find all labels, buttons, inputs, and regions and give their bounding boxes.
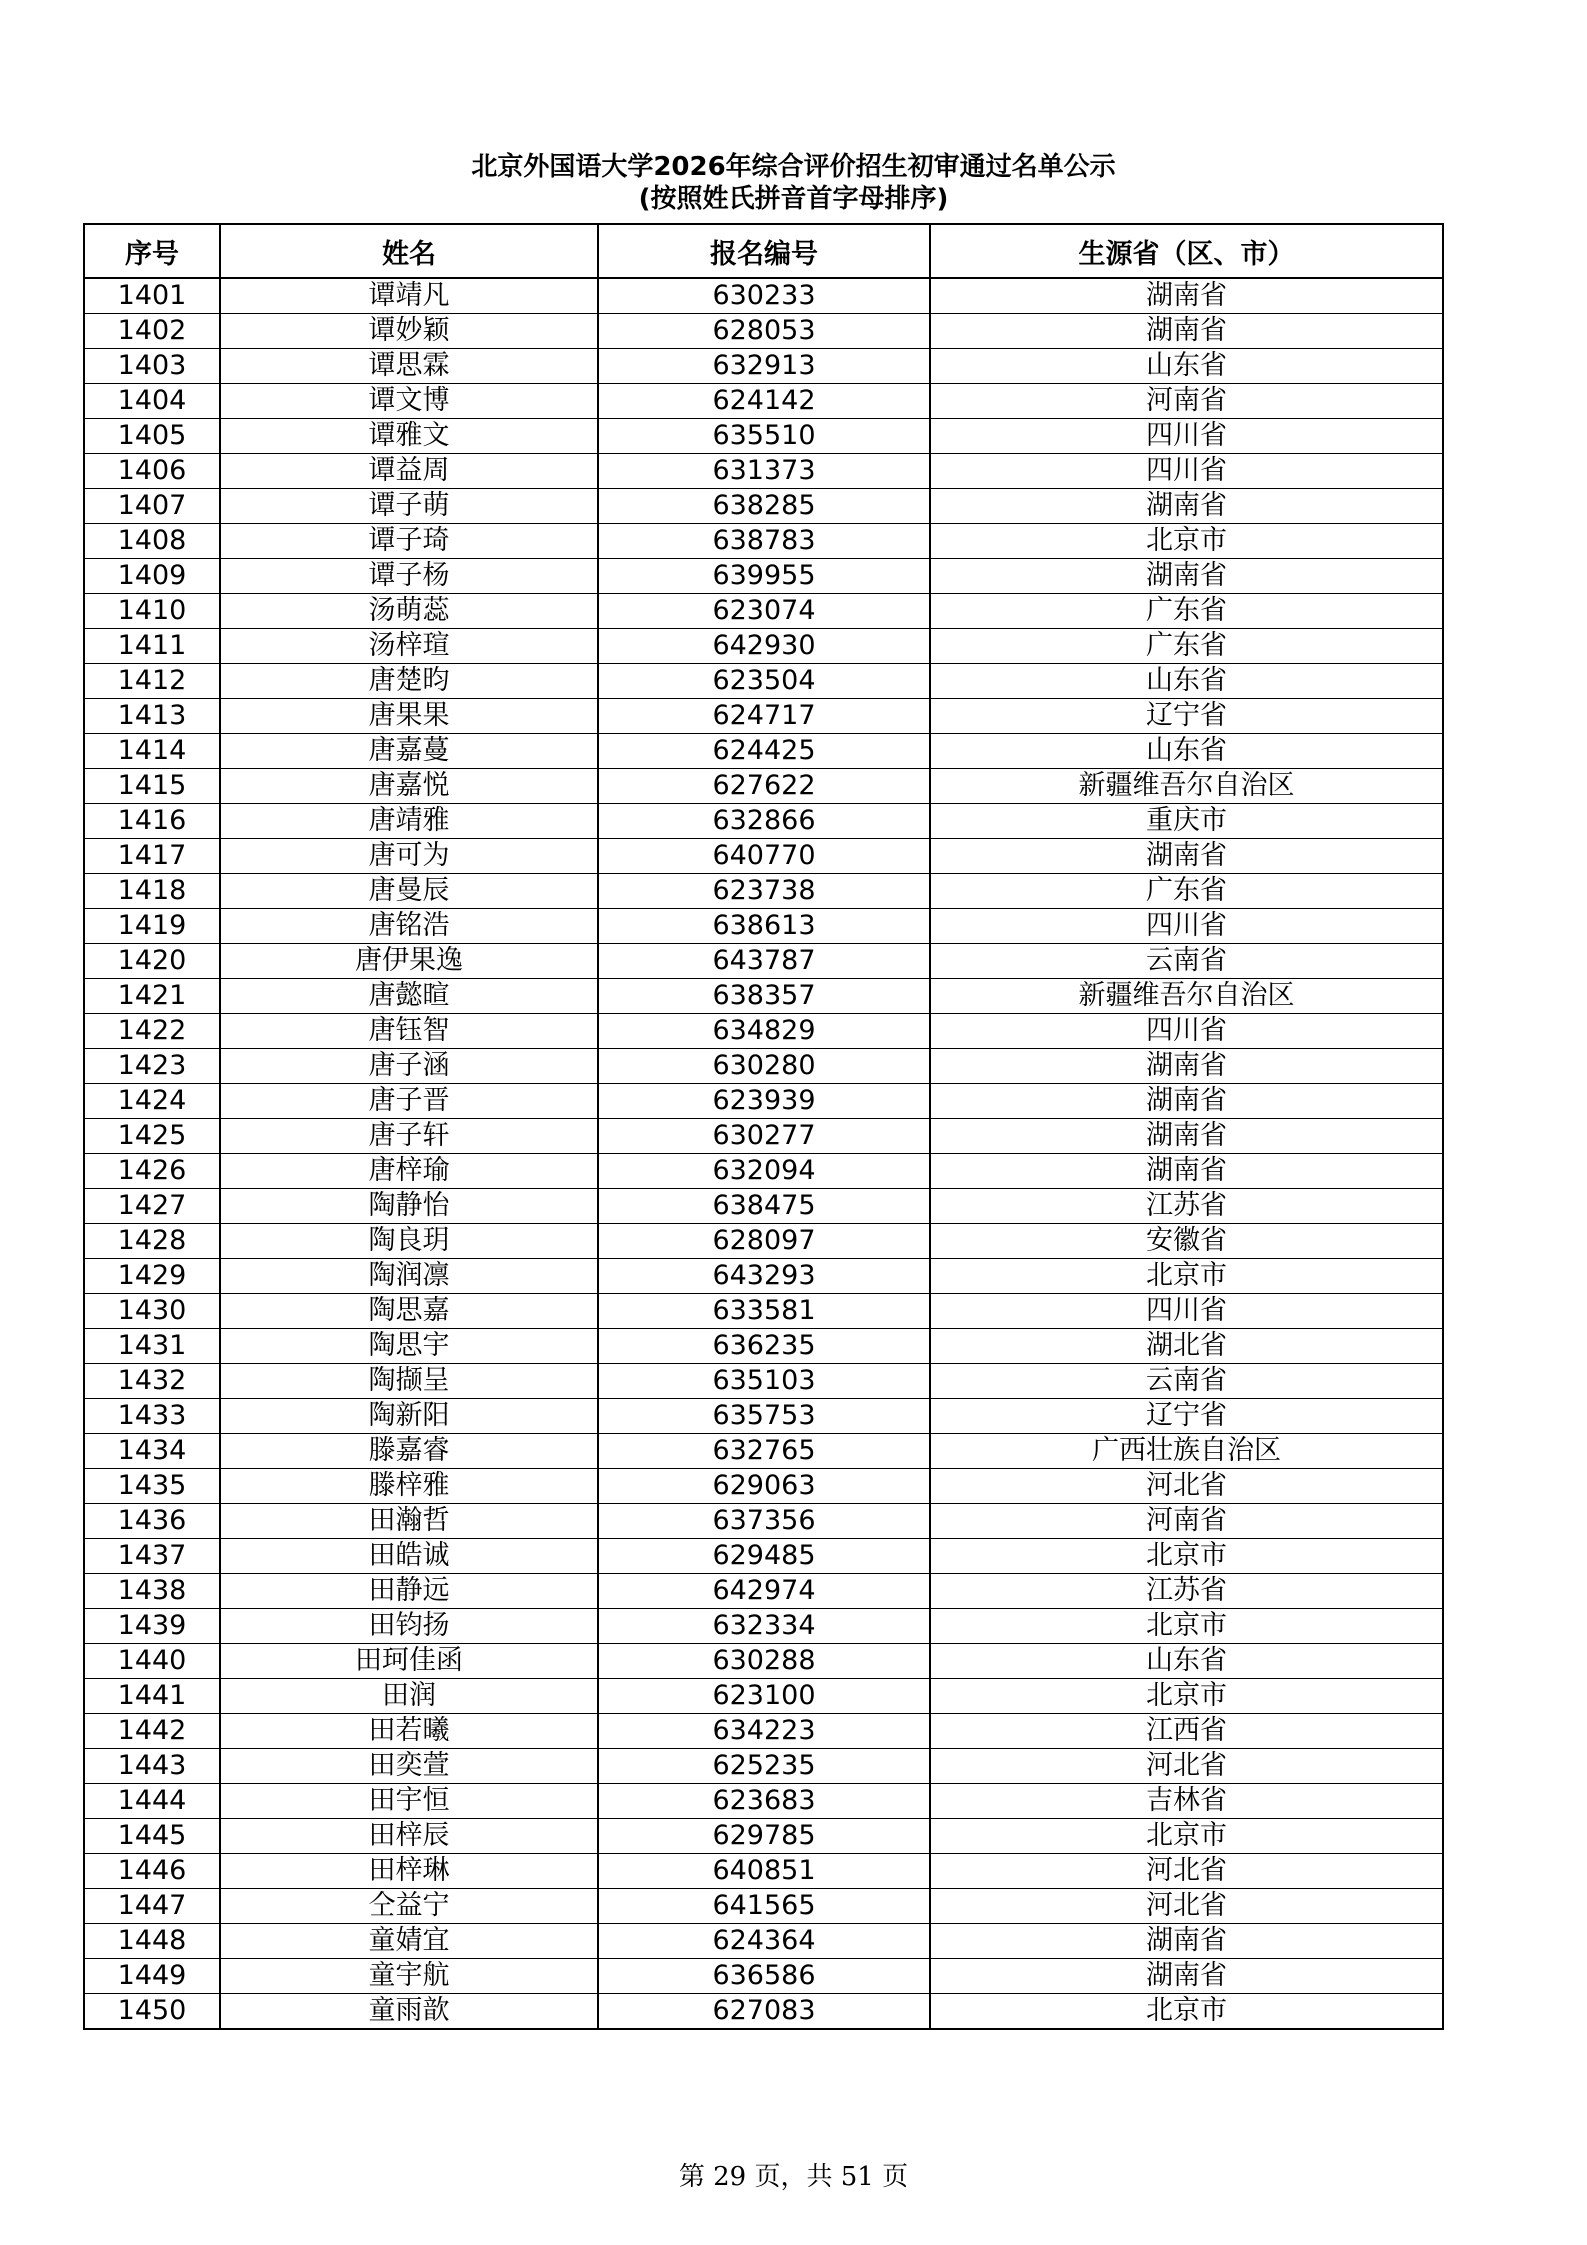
cell-name: 谭文博 <box>220 384 598 419</box>
cell-index: 1431 <box>84 1329 220 1364</box>
cell-province: 江西省 <box>930 1714 1443 1749</box>
table-row <box>84 1329 1443 1364</box>
cell-index: 1445 <box>84 1819 220 1854</box>
cell-province: 新疆维吾尔自治区 <box>930 979 1443 1014</box>
column-header-province: 生源省（区、市） <box>930 224 1443 278</box>
cell-province: 河南省 <box>930 384 1443 419</box>
table-row <box>84 1049 1443 1084</box>
cell-name: 唐楚昀 <box>220 664 598 699</box>
table-row <box>84 1574 1443 1609</box>
cell-index: 1415 <box>84 769 220 804</box>
table-row <box>84 1364 1443 1399</box>
cell-registration-number: 640851 <box>598 1854 930 1889</box>
cell-registration-number: 630277 <box>598 1119 930 1154</box>
cell-province: 湖北省 <box>930 1329 1443 1364</box>
cell-index: 1441 <box>84 1679 220 1714</box>
table-row <box>84 1504 1443 1539</box>
cell-name: 仝益宁 <box>220 1889 598 1924</box>
cell-name: 唐梓瑜 <box>220 1154 598 1189</box>
table-row <box>84 699 1443 734</box>
cell-index: 1406 <box>84 454 220 489</box>
cell-registration-number: 636235 <box>598 1329 930 1364</box>
table-row <box>84 1539 1443 1574</box>
cell-name: 唐果果 <box>220 699 598 734</box>
table-header-row <box>84 224 1443 278</box>
cell-index: 1428 <box>84 1224 220 1259</box>
cell-registration-number: 638475 <box>598 1189 930 1224</box>
cell-index: 1439 <box>84 1609 220 1644</box>
table-row <box>84 804 1443 839</box>
table-row <box>84 1399 1443 1434</box>
table-row <box>84 664 1443 699</box>
cell-name: 陶思嘉 <box>220 1294 598 1329</box>
table-row <box>84 1189 1443 1224</box>
cell-province: 吉林省 <box>930 1784 1443 1819</box>
cell-province: 北京市 <box>930 1819 1443 1854</box>
table-row <box>84 1644 1443 1679</box>
cell-index: 1450 <box>84 1994 220 2030</box>
cell-registration-number: 635103 <box>598 1364 930 1399</box>
cell-name: 滕梓雅 <box>220 1469 598 1504</box>
cell-name: 陶撷呈 <box>220 1364 598 1399</box>
cell-province: 广东省 <box>930 594 1443 629</box>
table-row <box>84 384 1443 419</box>
table-row <box>84 1679 1443 1714</box>
cell-name: 陶静怡 <box>220 1189 598 1224</box>
cell-index: 1425 <box>84 1119 220 1154</box>
cell-province: 湖南省 <box>930 1049 1443 1084</box>
cell-name: 田梓辰 <box>220 1819 598 1854</box>
cell-name: 童雨歆 <box>220 1994 598 2030</box>
cell-registration-number: 624425 <box>598 734 930 769</box>
cell-index: 1405 <box>84 419 220 454</box>
cell-registration-number: 632866 <box>598 804 930 839</box>
cell-registration-number: 623074 <box>598 594 930 629</box>
cell-name: 谭子琦 <box>220 524 598 559</box>
cell-index: 1438 <box>84 1574 220 1609</box>
cell-province: 河北省 <box>930 1469 1443 1504</box>
cell-province: 四川省 <box>930 454 1443 489</box>
cell-name: 唐子轩 <box>220 1119 598 1154</box>
table-row <box>84 1224 1443 1259</box>
cell-registration-number: 634829 <box>598 1014 930 1049</box>
cell-registration-number: 630288 <box>598 1644 930 1679</box>
cell-province: 河北省 <box>930 1854 1443 1889</box>
cell-index: 1413 <box>84 699 220 734</box>
cell-name: 田宇恒 <box>220 1784 598 1819</box>
cell-name: 田润 <box>220 1679 598 1714</box>
admission-list-table <box>83 223 1444 2030</box>
cell-index: 1449 <box>84 1959 220 1994</box>
cell-registration-number: 641565 <box>598 1889 930 1924</box>
cell-province: 河南省 <box>930 1504 1443 1539</box>
cell-registration-number: 623738 <box>598 874 930 909</box>
cell-registration-number: 627622 <box>598 769 930 804</box>
document-title: 北京外国语大学2026年综合评价招生初审通过名单公示 <box>471 152 1116 182</box>
cell-registration-number: 632765 <box>598 1434 930 1469</box>
table-row <box>84 314 1443 349</box>
table-row <box>84 979 1443 1014</box>
cell-registration-number: 623683 <box>598 1784 930 1819</box>
cell-province: 四川省 <box>930 1014 1443 1049</box>
cell-name: 谭子萌 <box>220 489 598 524</box>
cell-province: 湖南省 <box>930 839 1443 874</box>
cell-registration-number: 633581 <box>598 1294 930 1329</box>
cell-province: 四川省 <box>930 909 1443 944</box>
cell-province: 新疆维吾尔自治区 <box>930 769 1443 804</box>
cell-name: 田梓琳 <box>220 1854 598 1889</box>
table-row <box>84 629 1443 664</box>
cell-name: 田若曦 <box>220 1714 598 1749</box>
cell-registration-number: 632334 <box>598 1609 930 1644</box>
cell-name: 汤梓瑄 <box>220 629 598 664</box>
table-row <box>84 1259 1443 1294</box>
cell-registration-number: 642974 <box>598 1574 930 1609</box>
cell-index: 1423 <box>84 1049 220 1084</box>
cell-name: 田奕萱 <box>220 1749 598 1784</box>
cell-province: 辽宁省 <box>930 699 1443 734</box>
cell-province: 湖南省 <box>930 1084 1443 1119</box>
cell-name: 唐懿暄 <box>220 979 598 1014</box>
cell-index: 1401 <box>84 278 220 314</box>
cell-registration-number: 638783 <box>598 524 930 559</box>
cell-index: 1421 <box>84 979 220 1014</box>
cell-index: 1419 <box>84 909 220 944</box>
cell-registration-number: 643293 <box>598 1259 930 1294</box>
cell-registration-number: 629785 <box>598 1819 930 1854</box>
cell-registration-number: 623100 <box>598 1679 930 1714</box>
table-row <box>84 769 1443 804</box>
cell-index: 1430 <box>84 1294 220 1329</box>
cell-index: 1429 <box>84 1259 220 1294</box>
cell-name: 唐子涵 <box>220 1049 598 1084</box>
cell-registration-number: 630233 <box>598 278 930 314</box>
table-row <box>84 559 1443 594</box>
cell-name: 谭子杨 <box>220 559 598 594</box>
cell-province: 广东省 <box>930 629 1443 664</box>
cell-name: 谭妙颖 <box>220 314 598 349</box>
cell-registration-number: 623939 <box>598 1084 930 1119</box>
cell-name: 田钧扬 <box>220 1609 598 1644</box>
cell-registration-number: 636586 <box>598 1959 930 1994</box>
cell-registration-number: 632094 <box>598 1154 930 1189</box>
cell-province: 广西壮族自治区 <box>930 1434 1443 1469</box>
cell-province: 河北省 <box>930 1749 1443 1784</box>
cell-registration-number: 624717 <box>598 699 930 734</box>
cell-province: 广东省 <box>930 874 1443 909</box>
table-row <box>84 1889 1443 1924</box>
cell-registration-number: 628053 <box>598 314 930 349</box>
table-row <box>84 1119 1443 1154</box>
cell-name: 唐钰智 <box>220 1014 598 1049</box>
table-row <box>84 1994 1443 2030</box>
cell-index: 1446 <box>84 1854 220 1889</box>
cell-name: 唐嘉悦 <box>220 769 598 804</box>
cell-index: 1444 <box>84 1784 220 1819</box>
cell-province: 北京市 <box>930 1679 1443 1714</box>
table-row <box>84 1609 1443 1644</box>
cell-name: 唐靖雅 <box>220 804 598 839</box>
page-number: 第 29 页，共 51 页 <box>678 2162 909 2192</box>
cell-name: 唐子晋 <box>220 1084 598 1119</box>
cell-index: 1410 <box>84 594 220 629</box>
cell-index: 1440 <box>84 1644 220 1679</box>
table-row <box>84 278 1443 314</box>
cell-index: 1422 <box>84 1014 220 1049</box>
cell-province: 山东省 <box>930 664 1443 699</box>
table-row <box>84 349 1443 384</box>
cell-index: 1418 <box>84 874 220 909</box>
cell-index: 1433 <box>84 1399 220 1434</box>
cell-index: 1420 <box>84 944 220 979</box>
cell-registration-number: 627083 <box>598 1994 930 2030</box>
cell-registration-number: 635753 <box>598 1399 930 1434</box>
table-row <box>84 1924 1443 1959</box>
cell-registration-number: 631373 <box>598 454 930 489</box>
table-row <box>84 489 1443 524</box>
cell-name: 谭思霖 <box>220 349 598 384</box>
table-row <box>84 909 1443 944</box>
cell-index: 1416 <box>84 804 220 839</box>
table-row <box>84 1469 1443 1504</box>
table-row <box>84 1434 1443 1469</box>
table-row <box>84 454 1443 489</box>
table-row <box>84 839 1443 874</box>
table-row <box>84 524 1443 559</box>
table-row <box>84 1784 1443 1819</box>
cell-name: 陶新阳 <box>220 1399 598 1434</box>
cell-province: 山东省 <box>930 349 1443 384</box>
cell-index: 1442 <box>84 1714 220 1749</box>
cell-name: 唐曼辰 <box>220 874 598 909</box>
cell-province: 北京市 <box>930 1259 1443 1294</box>
table-row <box>84 874 1443 909</box>
cell-registration-number: 624142 <box>598 384 930 419</box>
cell-province: 湖南省 <box>930 1924 1443 1959</box>
cell-index: 1426 <box>84 1154 220 1189</box>
table-row <box>84 1154 1443 1189</box>
cell-index: 1402 <box>84 314 220 349</box>
document-subtitle: (按照姓氏拼音首字母排序) <box>638 184 949 214</box>
cell-index: 1447 <box>84 1889 220 1924</box>
cell-registration-number: 624364 <box>598 1924 930 1959</box>
cell-registration-number: 630280 <box>598 1049 930 1084</box>
column-header-name: 姓名 <box>220 224 598 278</box>
cell-index: 1409 <box>84 559 220 594</box>
cell-province: 湖南省 <box>930 1154 1443 1189</box>
cell-registration-number: 640770 <box>598 839 930 874</box>
cell-province: 湖南省 <box>930 278 1443 314</box>
cell-name: 谭雅文 <box>220 419 598 454</box>
table-body <box>84 278 1443 2029</box>
cell-index: 1407 <box>84 489 220 524</box>
table-row <box>84 734 1443 769</box>
cell-index: 1437 <box>84 1539 220 1574</box>
cell-index: 1404 <box>84 384 220 419</box>
cell-province: 山东省 <box>930 734 1443 769</box>
cell-registration-number: 639955 <box>598 559 930 594</box>
cell-index: 1412 <box>84 664 220 699</box>
table-row <box>84 419 1443 454</box>
cell-name: 田皓诚 <box>220 1539 598 1574</box>
cell-index: 1432 <box>84 1364 220 1399</box>
cell-name: 田瀚哲 <box>220 1504 598 1539</box>
cell-name: 田珂佳函 <box>220 1644 598 1679</box>
cell-registration-number: 635510 <box>598 419 930 454</box>
cell-name: 唐伊果逸 <box>220 944 598 979</box>
cell-name: 陶润凛 <box>220 1259 598 1294</box>
cell-index: 1448 <box>84 1924 220 1959</box>
table-row <box>84 1854 1443 1889</box>
cell-province: 重庆市 <box>930 804 1443 839</box>
cell-province: 北京市 <box>930 1539 1443 1574</box>
table-row <box>84 594 1443 629</box>
table-row <box>84 1714 1443 1749</box>
cell-registration-number: 637356 <box>598 1504 930 1539</box>
cell-name: 汤萌蕊 <box>220 594 598 629</box>
cell-registration-number: 642930 <box>598 629 930 664</box>
cell-province: 湖南省 <box>930 489 1443 524</box>
cell-index: 1408 <box>84 524 220 559</box>
cell-registration-number: 638357 <box>598 979 930 1014</box>
cell-registration-number: 638285 <box>598 489 930 524</box>
cell-index: 1427 <box>84 1189 220 1224</box>
cell-index: 1403 <box>84 349 220 384</box>
cell-province: 安徽省 <box>930 1224 1443 1259</box>
cell-name: 唐嘉蔓 <box>220 734 598 769</box>
column-header-registration-number: 报名编号 <box>598 224 930 278</box>
cell-name: 滕嘉睿 <box>220 1434 598 1469</box>
table-row <box>84 1084 1443 1119</box>
cell-registration-number: 629485 <box>598 1539 930 1574</box>
cell-index: 1414 <box>84 734 220 769</box>
cell-index: 1443 <box>84 1749 220 1784</box>
cell-name: 童宇航 <box>220 1959 598 1994</box>
table-row <box>84 1819 1443 1854</box>
cell-province: 湖南省 <box>930 1119 1443 1154</box>
cell-name: 谭益周 <box>220 454 598 489</box>
table-row <box>84 1294 1443 1329</box>
cell-province: 湖南省 <box>930 559 1443 594</box>
cell-province: 四川省 <box>930 1294 1443 1329</box>
cell-registration-number: 632913 <box>598 349 930 384</box>
cell-province: 北京市 <box>930 1994 1443 2030</box>
cell-registration-number: 634223 <box>598 1714 930 1749</box>
cell-name: 谭靖凡 <box>220 278 598 314</box>
table-row <box>84 1749 1443 1784</box>
cell-registration-number: 628097 <box>598 1224 930 1259</box>
cell-index: 1424 <box>84 1084 220 1119</box>
cell-province: 山东省 <box>930 1644 1443 1679</box>
cell-name: 陶良玥 <box>220 1224 598 1259</box>
cell-province: 河北省 <box>930 1889 1443 1924</box>
table-row <box>84 1959 1443 1994</box>
cell-index: 1417 <box>84 839 220 874</box>
cell-province: 江苏省 <box>930 1189 1443 1224</box>
cell-province: 北京市 <box>930 1609 1443 1644</box>
cell-registration-number: 638613 <box>598 909 930 944</box>
cell-name: 唐可为 <box>220 839 598 874</box>
cell-province: 北京市 <box>930 524 1443 559</box>
cell-registration-number: 629063 <box>598 1469 930 1504</box>
cell-name: 童婧宜 <box>220 1924 598 1959</box>
cell-name: 唐铭浩 <box>220 909 598 944</box>
cell-registration-number: 643787 <box>598 944 930 979</box>
cell-index: 1434 <box>84 1434 220 1469</box>
cell-province: 江苏省 <box>930 1574 1443 1609</box>
cell-registration-number: 625235 <box>598 1749 930 1784</box>
cell-registration-number: 623504 <box>598 664 930 699</box>
cell-name: 田静远 <box>220 1574 598 1609</box>
cell-index: 1436 <box>84 1504 220 1539</box>
cell-province: 湖南省 <box>930 314 1443 349</box>
cell-province: 云南省 <box>930 1364 1443 1399</box>
cell-province: 四川省 <box>930 419 1443 454</box>
cell-name: 陶思宇 <box>220 1329 598 1364</box>
table-row <box>84 944 1443 979</box>
cell-province: 云南省 <box>930 944 1443 979</box>
column-header-index: 序号 <box>84 224 220 278</box>
cell-province: 湖南省 <box>930 1959 1443 1994</box>
cell-index: 1435 <box>84 1469 220 1504</box>
cell-index: 1411 <box>84 629 220 664</box>
cell-province: 辽宁省 <box>930 1399 1443 1434</box>
table-row <box>84 1014 1443 1049</box>
